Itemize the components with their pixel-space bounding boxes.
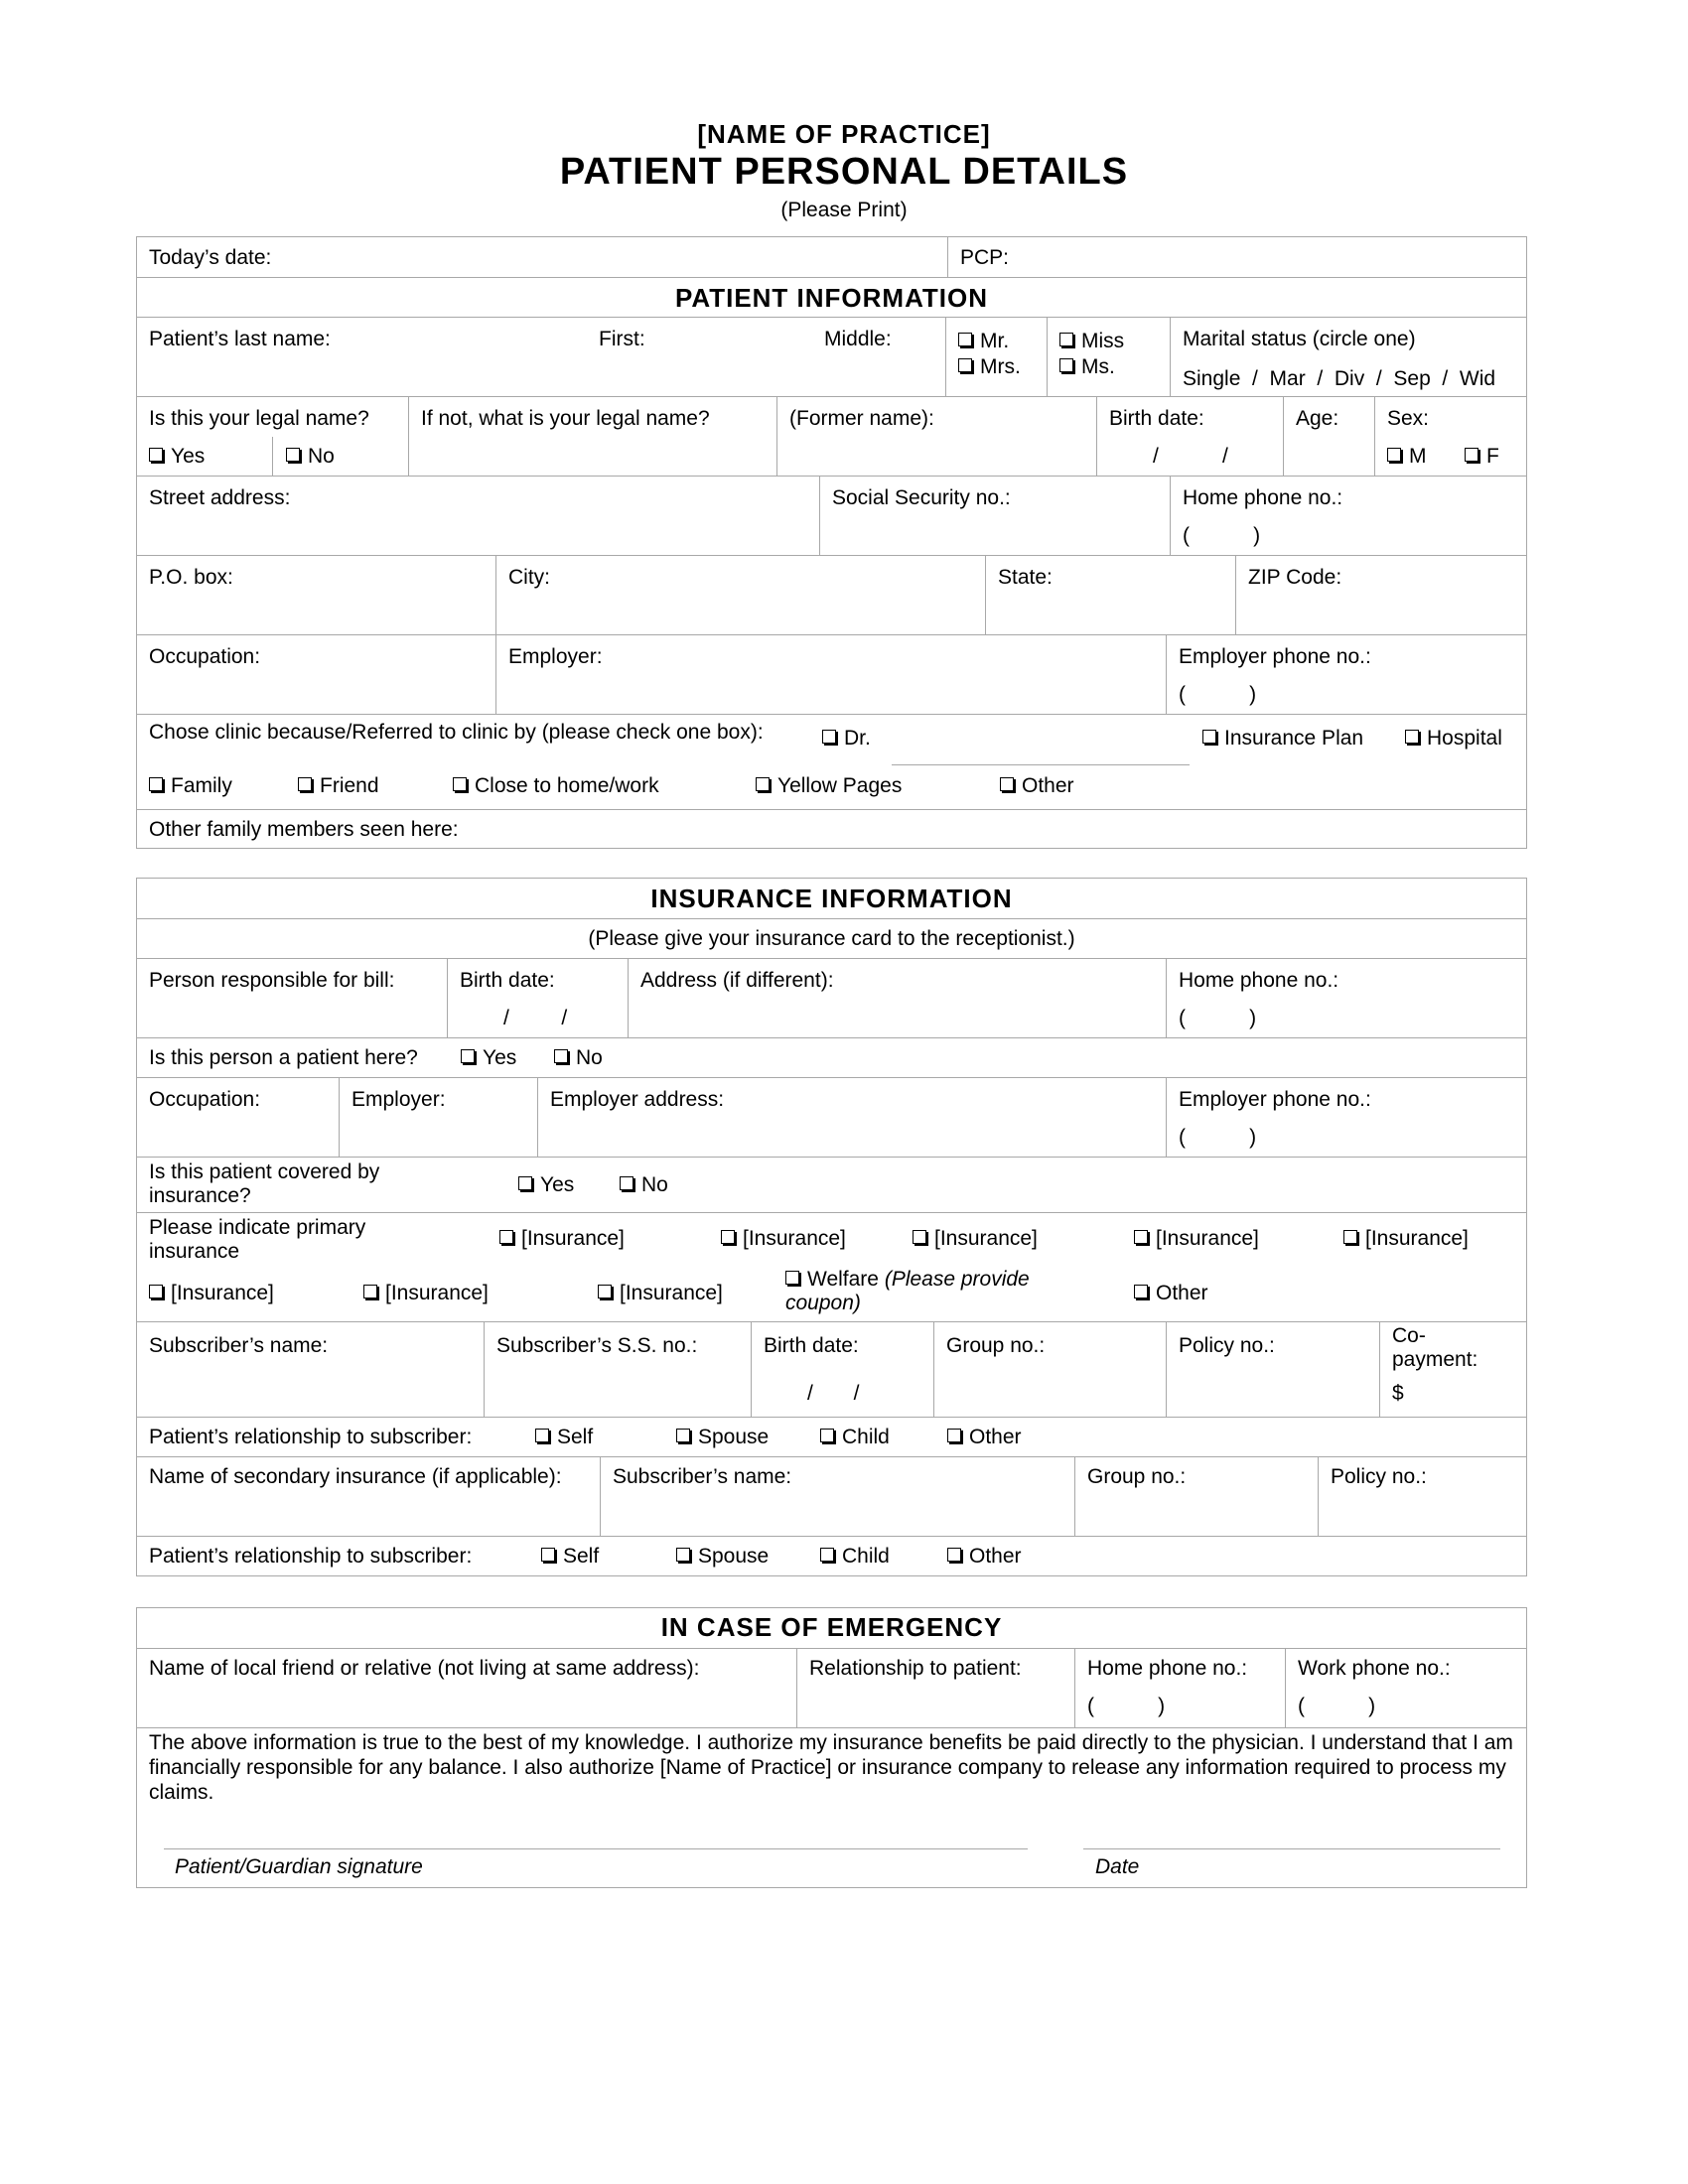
responsible-address-label: Address (if different):	[640, 969, 834, 992]
state-field[interactable]	[985, 556, 1235, 634]
practice-name: [NAME OF PRACTICE]	[697, 119, 991, 149]
primary-insurance-option-7[interactable]: [Insurance]	[363, 1282, 489, 1305]
marital-status-label: Marital status (circle one)	[1183, 328, 1416, 350]
signature-label: Patient/Guardian signature	[175, 1855, 423, 1878]
checkbox-icon	[1387, 448, 1401, 462]
authorization-statement: The above information is true to the best of my knowledge. I authorize my insurance benefits be paid directly to the physician. I understand that I am financially responsible for any balance. I also authorize [Name of Practice] or insurance company to release any information required to process my claims.	[149, 1731, 1513, 1804]
middle-name-label: Middle:	[824, 328, 892, 350]
sex-field	[1374, 397, 1526, 476]
row-subscriber	[137, 1321, 1526, 1417]
ssn-field[interactable]	[819, 477, 1170, 555]
employer-address-label: Employer address:	[550, 1088, 725, 1111]
referral-family-checkbox[interactable]: Family	[149, 774, 232, 798]
legal-name-yes-checkbox[interactable]: Yes	[149, 445, 205, 469]
row-responsible-party	[137, 958, 1526, 1037]
emergency-home-phone-parens: ( )	[1087, 1695, 1166, 1717]
birth-date-slashes: / /	[1153, 445, 1228, 468]
secondary-group-no-label: Group no.:	[1087, 1465, 1187, 1488]
marital-status-options: Single / Mar / Div / Sep / Wid	[1183, 367, 1496, 390]
row-responsible-employment	[137, 1077, 1526, 1157]
todays-date-label: Today’s date:	[149, 246, 272, 269]
checkbox-icon	[676, 1429, 690, 1442]
employer-label: Employer:	[508, 645, 603, 668]
referral-friend-checkbox[interactable]: Friend	[298, 774, 379, 798]
legal-name-no-checkbox[interactable]: No	[286, 445, 335, 469]
emergency-home-phone-label: Home phone no.:	[1087, 1657, 1248, 1680]
dr-name-line	[892, 764, 1190, 765]
checkbox-icon	[820, 1429, 834, 1442]
emergency-home-phone-field[interactable]	[1074, 1649, 1285, 1727]
checkbox-icon	[1134, 1230, 1148, 1244]
emergency-contact-name-label: Name of local friend or relative (not living at same address):	[149, 1657, 700, 1680]
row-address	[137, 476, 1526, 555]
row-date-pcp	[137, 237, 1526, 277]
copay-field[interactable]	[1379, 1322, 1526, 1417]
employer-address-field[interactable]	[537, 1078, 1166, 1157]
row-emergency-contact	[137, 1648, 1526, 1727]
checkbox-icon	[756, 777, 770, 791]
covered-question: Is this patient covered by insurance?	[149, 1160, 380, 1207]
date-label: Date	[1095, 1855, 1140, 1878]
emergency-heading: IN CASE OF EMERGENCY	[660, 1612, 1003, 1642]
subscriber-birth-date-field[interactable]	[751, 1322, 933, 1417]
street-address-label: Street address:	[149, 486, 291, 509]
checkbox-icon	[598, 1285, 612, 1298]
signature-line[interactable]	[164, 1848, 1028, 1849]
checkbox-icon	[554, 1049, 568, 1063]
checkbox-icon	[363, 1285, 377, 1298]
home-phone-label: Home phone no.:	[1183, 486, 1343, 509]
responsible-home-phone-parens: ( )	[1179, 1007, 1257, 1029]
checkbox-icon	[1405, 730, 1419, 744]
secondary-group-no-field[interactable]	[1074, 1457, 1318, 1536]
patient-here-question: Is this person a patient here?	[149, 1046, 418, 1069]
referral-other-checkbox[interactable]: Other	[1000, 774, 1074, 798]
insurance-information-table	[136, 878, 1527, 1576]
row-patient-name	[137, 317, 1526, 396]
checkbox-icon	[499, 1230, 513, 1244]
patient-here-yes-checkbox[interactable]: Yes	[461, 1046, 516, 1070]
welfare-note: (Please provide coupon)	[785, 1268, 1030, 1314]
responsible-birth-date-slashes: / /	[503, 1007, 568, 1029]
group-no-field[interactable]	[933, 1322, 1166, 1417]
primary-insurance-option-5[interactable]: [Insurance]	[1343, 1227, 1469, 1251]
emergency-relationship-field[interactable]	[796, 1649, 1074, 1727]
checkbox-icon	[947, 1429, 961, 1442]
birth-date-field[interactable]	[1096, 397, 1283, 476]
birth-date-label: Birth date:	[1109, 407, 1204, 430]
checkbox-icon	[958, 333, 972, 346]
patient-information-table	[136, 236, 1527, 849]
marital-status-field[interactable]	[1170, 318, 1526, 396]
city-label: City:	[508, 566, 550, 589]
legal-name-question	[137, 397, 408, 476]
sex-f-checkbox[interactable]: F	[1465, 445, 1499, 469]
row-referral	[137, 714, 1526, 809]
secondary-subscriber-name-label: Subscriber’s name:	[613, 1465, 792, 1488]
checkbox-icon	[721, 1230, 735, 1244]
row-relationship-primary	[137, 1417, 1526, 1456]
checkbox-icon	[286, 448, 300, 462]
ssn-label: Social Security no.:	[832, 486, 1011, 509]
primary-insurance-question: Please indicate primary insurance	[149, 1216, 366, 1263]
responsible-employer-field[interactable]	[339, 1078, 537, 1157]
employer-field[interactable]	[495, 635, 1166, 714]
checkbox-icon	[958, 358, 972, 372]
row-patient-here	[137, 1037, 1526, 1077]
emergency-work-phone-field[interactable]	[1285, 1649, 1526, 1727]
secondary-policy-no-label: Policy no.:	[1331, 1465, 1427, 1488]
po-box-label: P.O. box:	[149, 566, 233, 589]
checkbox-icon	[822, 730, 836, 744]
sex-m-checkbox[interactable]: M	[1387, 445, 1427, 469]
legal-name-field[interactable]	[408, 397, 776, 476]
checkbox-icon	[298, 777, 312, 791]
policy-no-label: Policy no.:	[1179, 1334, 1275, 1357]
checkbox-icon	[1000, 777, 1014, 791]
row-authorization	[137, 1727, 1526, 1887]
employer-phone-parens: ( )	[1179, 683, 1257, 706]
subscriber-name-field[interactable]	[137, 1322, 484, 1417]
ms-checkbox[interactable]: Ms.	[1059, 355, 1115, 379]
insurance-note: (Please give your insurance card to the receptionist.)	[588, 927, 1075, 950]
relationship2-child-checkbox[interactable]: Child	[820, 1545, 890, 1569]
primary-insurance-option-6[interactable]: [Insurance]	[149, 1282, 274, 1305]
patient-information-heading: PATIENT INFORMATION	[674, 283, 989, 313]
legal-name-q-label: Is this your legal name?	[149, 407, 369, 430]
page-title: PATIENT PERSONAL DETAILS	[559, 151, 1129, 193]
copay-label: Co-payment:	[1392, 1324, 1478, 1371]
subscriber-ssn-label: Subscriber’s S.S. no.:	[496, 1334, 698, 1357]
responsible-employer-phone-field[interactable]	[1166, 1078, 1526, 1157]
subscriber-ssn-field[interactable]	[484, 1322, 751, 1417]
subscriber-birth-date-label: Birth date:	[764, 1334, 859, 1357]
zip-field[interactable]	[1235, 556, 1526, 634]
responsible-employer-phone-label: Employer phone no.:	[1179, 1088, 1371, 1111]
covered-no-checkbox[interactable]: No	[620, 1173, 668, 1197]
patient-name-field[interactable]	[137, 318, 945, 396]
row-city-state	[137, 555, 1526, 634]
emergency-relationship-label: Relationship to patient:	[809, 1657, 1022, 1680]
state-label: State:	[998, 566, 1053, 589]
row-emergency-section-title	[137, 1608, 1526, 1648]
checkbox-icon	[676, 1548, 690, 1562]
row-other-family[interactable]	[137, 809, 1526, 849]
title-options-2	[1047, 318, 1170, 396]
date-line[interactable]	[1083, 1848, 1500, 1849]
yes-no-divider	[272, 437, 273, 476]
checkbox-icon	[1134, 1285, 1148, 1298]
responsible-birth-date-label: Birth date:	[460, 969, 555, 992]
occupation-field[interactable]	[137, 635, 495, 714]
checkbox-icon	[620, 1176, 633, 1190]
checkbox-icon	[913, 1230, 926, 1244]
checkbox-icon	[1202, 730, 1216, 744]
relationship-label: Patient’s relationship to subscriber:	[149, 1426, 473, 1448]
former-name-field[interactable]	[776, 397, 1096, 476]
employer-phone-label: Employer phone no.:	[1179, 645, 1371, 668]
mrs-checkbox[interactable]: Mrs.	[958, 355, 1021, 379]
emergency-work-phone-parens: ( )	[1298, 1695, 1376, 1717]
todays-date-field[interactable]	[137, 237, 947, 277]
relationship-self-checkbox[interactable]: Self	[535, 1426, 593, 1449]
mr-checkbox[interactable]: Mr.	[958, 330, 1009, 353]
row-insurance-section-title	[137, 879, 1526, 918]
primary-insurance-option-3[interactable]: [Insurance]	[913, 1227, 1038, 1251]
pcp-label: PCP:	[960, 246, 1010, 269]
relationship-child-checkbox[interactable]: Child	[820, 1426, 890, 1449]
referral-close-checkbox[interactable]: Close to home/work	[453, 774, 659, 798]
responsible-occupation-field[interactable]	[137, 1078, 339, 1157]
relationship2-self-checkbox[interactable]: Self	[541, 1545, 599, 1569]
row-covered	[137, 1157, 1526, 1212]
pcp-field[interactable]	[947, 237, 1526, 277]
relationship2-spouse-checkbox[interactable]: Spouse	[676, 1545, 769, 1569]
checkbox-icon	[149, 448, 163, 462]
checkbox-icon	[453, 777, 467, 791]
welfare-checkbox[interactable]: Welfare (Please provide coupon)	[785, 1268, 1030, 1314]
row-occupation	[137, 634, 1526, 714]
checkbox-icon	[461, 1049, 475, 1063]
emergency-work-phone-label: Work phone no.:	[1298, 1657, 1451, 1680]
copay-dollar: $	[1392, 1382, 1404, 1405]
checkbox-icon	[535, 1429, 549, 1442]
checkbox-icon	[1059, 358, 1073, 372]
last-name-label: Patient’s last name:	[149, 328, 331, 350]
responsible-address-field[interactable]	[628, 959, 1166, 1037]
primary-insurance-option-1[interactable]: [Insurance]	[499, 1227, 625, 1251]
referral-hospital-checkbox[interactable]: Hospital	[1405, 727, 1502, 751]
row-insurance-note	[137, 918, 1526, 958]
covered-yes-checkbox[interactable]: Yes	[518, 1173, 574, 1197]
first-name-label: First:	[599, 328, 645, 350]
relationship-other-checkbox[interactable]: Other	[947, 1426, 1022, 1449]
insurance-information-heading: INSURANCE INFORMATION	[650, 884, 1013, 913]
secondary-policy-no-field[interactable]	[1318, 1457, 1526, 1536]
patient-here-no-checkbox[interactable]: No	[554, 1046, 603, 1070]
emergency-contact-name-field[interactable]	[137, 1649, 796, 1727]
street-address-field[interactable]	[137, 477, 819, 555]
checkbox-icon	[149, 1285, 163, 1298]
sex-label: Sex:	[1387, 407, 1430, 430]
secondary-insurance-label: Name of secondary insurance (if applicable):	[149, 1465, 562, 1488]
row-primary-insurance	[137, 1212, 1526, 1321]
miss-checkbox[interactable]: Miss	[1059, 330, 1124, 353]
checkbox-icon	[1343, 1230, 1357, 1244]
other-family-label: Other family members seen here:	[149, 818, 459, 841]
po-box-field[interactable]	[137, 556, 495, 634]
former-name-label: (Former name):	[789, 407, 934, 430]
responsible-employer-phone-parens: ( )	[1179, 1126, 1257, 1149]
home-phone-field[interactable]	[1170, 477, 1526, 555]
row-relationship-secondary	[137, 1536, 1526, 1575]
zip-label: ZIP Code:	[1248, 566, 1342, 589]
responsible-home-phone-label: Home phone no.:	[1179, 969, 1339, 992]
emergency-table	[136, 1607, 1527, 1888]
primary-insurance-other-checkbox[interactable]: Other	[1134, 1282, 1208, 1305]
checkbox-icon	[1059, 333, 1073, 346]
responsible-home-phone-field[interactable]	[1166, 959, 1526, 1037]
policy-no-field[interactable]	[1166, 1322, 1379, 1417]
relationship-secondary-label: Patient’s relationship to subscriber:	[149, 1545, 473, 1568]
primary-insurance-option-8[interactable]: [Insurance]	[598, 1282, 723, 1305]
referral-dr-checkbox[interactable]: Dr.	[822, 727, 871, 751]
legal-name-label: If not, what is your legal name?	[421, 407, 710, 430]
responsible-occupation-label: Occupation:	[149, 1088, 261, 1111]
referral-yellow-pages-checkbox[interactable]: Yellow Pages	[756, 774, 902, 798]
checkbox-icon	[820, 1548, 834, 1562]
responsible-employer-label: Employer:	[352, 1088, 446, 1111]
checkbox-icon	[518, 1176, 532, 1190]
checkbox-icon	[1465, 448, 1478, 462]
referral-insurance-plan-checkbox[interactable]: Insurance Plan	[1202, 727, 1363, 751]
home-phone-parens: ( )	[1183, 524, 1261, 547]
city-field[interactable]	[495, 556, 985, 634]
relationship-spouse-checkbox[interactable]: Spouse	[676, 1426, 769, 1449]
secondary-insurance-field[interactable]	[137, 1457, 600, 1536]
row-legal-name	[137, 396, 1526, 476]
primary-insurance-option-4[interactable]: [Insurance]	[1134, 1227, 1259, 1251]
checkbox-icon	[785, 1271, 799, 1285]
checkbox-icon	[149, 777, 163, 791]
responsible-party-field[interactable]	[137, 959, 447, 1037]
secondary-subscriber-name-field[interactable]	[600, 1457, 1074, 1536]
responsible-birth-date-field[interactable]	[447, 959, 628, 1037]
primary-insurance-option-2[interactable]: [Insurance]	[721, 1227, 846, 1251]
row-patient-section-title	[137, 277, 1526, 317]
age-label: Age:	[1296, 407, 1339, 430]
occupation-label: Occupation:	[149, 645, 261, 668]
referral-question: Chose clinic because/Referred to clinic by (please check one box):	[149, 721, 764, 744]
checkbox-icon	[541, 1548, 555, 1562]
title-options-1	[945, 318, 1047, 396]
subscriber-birth-date-slashes: / /	[807, 1382, 860, 1405]
employer-phone-field[interactable]	[1166, 635, 1526, 714]
age-field[interactable]	[1283, 397, 1374, 476]
checkbox-icon	[947, 1548, 961, 1562]
relationship2-other-checkbox[interactable]: Other	[947, 1545, 1022, 1569]
responsible-party-label: Person responsible for bill:	[149, 969, 395, 992]
page-subtitle: (Please Print)	[780, 199, 908, 221]
group-no-label: Group no.:	[946, 1334, 1046, 1357]
row-secondary-insurance	[137, 1456, 1526, 1536]
subscriber-name-label: Subscriber’s name:	[149, 1334, 329, 1357]
